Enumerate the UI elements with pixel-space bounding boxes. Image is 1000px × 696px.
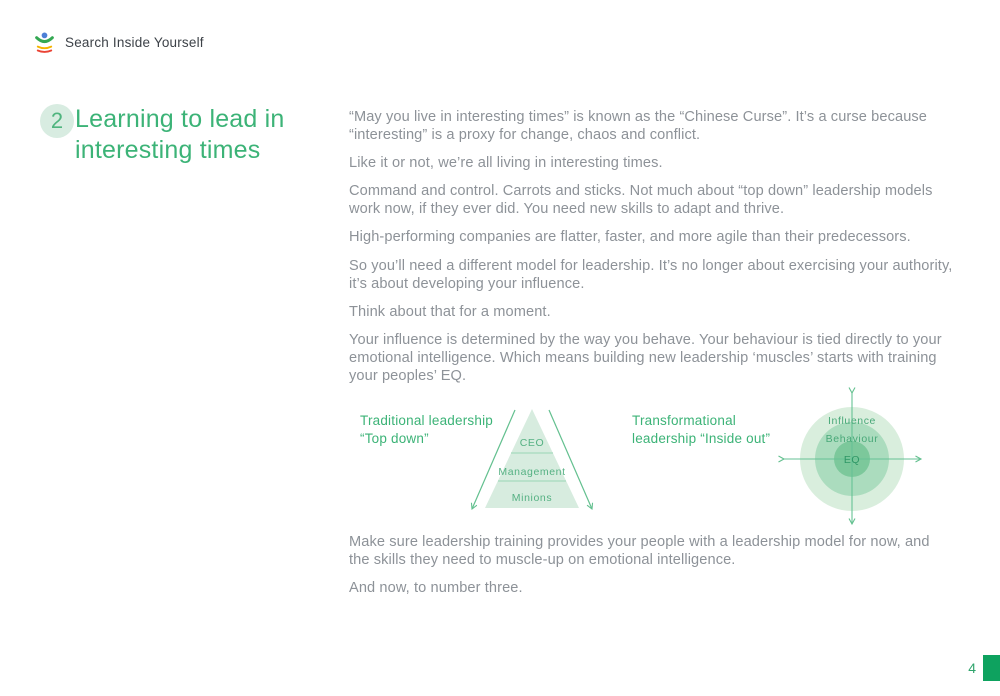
paragraph: Command and control. Carrots and sticks. Not much about “top down” leadership models work now, if they ever did. You need new skills to adapt and thrive. [349, 183, 933, 218]
meditating-person-icon [33, 31, 56, 54]
paragraph: High-performing companies are flatter, faster, and more agile than their predecessors. [349, 229, 911, 246]
transformational-leadership-label: Transformational leadership “Inside out” [632, 413, 771, 447]
ring-label-behaviour: Behaviour [825, 433, 879, 446]
paragraph: Your influence is determined by the way you behave. Your behaviour is tied directly to your emotional intelligence. Which means building new leadership ‘muscles’ starts with training your peoples’ EQ. [349, 331, 942, 385]
logo [33, 31, 204, 54]
page-number: 4 [968, 660, 976, 676]
paragraph: Make sure leadership training provides your people with a leadership model for now, and the skills they need to muscle-up on emotional intelligence. [349, 534, 930, 569]
paragraph: So you’ll need a different model for leadership. It’s no longer about exercising your authority, it’s about developing your influence. [349, 257, 953, 292]
top-down-pyramid-diagram [455, 395, 615, 527]
footer-accent-square [983, 655, 1000, 681]
pyramid-level-management: Management [498, 466, 566, 479]
pyramid-level-ceo: CEO [519, 437, 545, 450]
paragraph: And now, to number three. [349, 580, 523, 597]
paragraph: Think about that for a moment. [349, 303, 551, 320]
leadership-diagrams [349, 395, 953, 531]
inside-out-circles-diagram [775, 381, 930, 533]
logo-text: Search Inside Yourself [65, 35, 204, 50]
section-number-badge: 2 [40, 104, 74, 138]
paragraph: “May you live in interesting times” is known as the “Chinese Curse”. It’s a curse because “interesting” is a proxy for change, chaos and conflict. [349, 109, 928, 144]
ring-label-eq: EQ [843, 454, 861, 467]
paragraph: Like it or not, we’re all living in interesting times. [349, 155, 663, 172]
page-title: Learning to lead in interesting times [75, 105, 285, 164]
traditional-leadership-label: Traditional leadership “Top down” [360, 413, 493, 447]
body-column [349, 108, 953, 607]
pyramid-level-minions: Minions [511, 492, 553, 505]
ring-label-influence: Influence [827, 415, 877, 428]
